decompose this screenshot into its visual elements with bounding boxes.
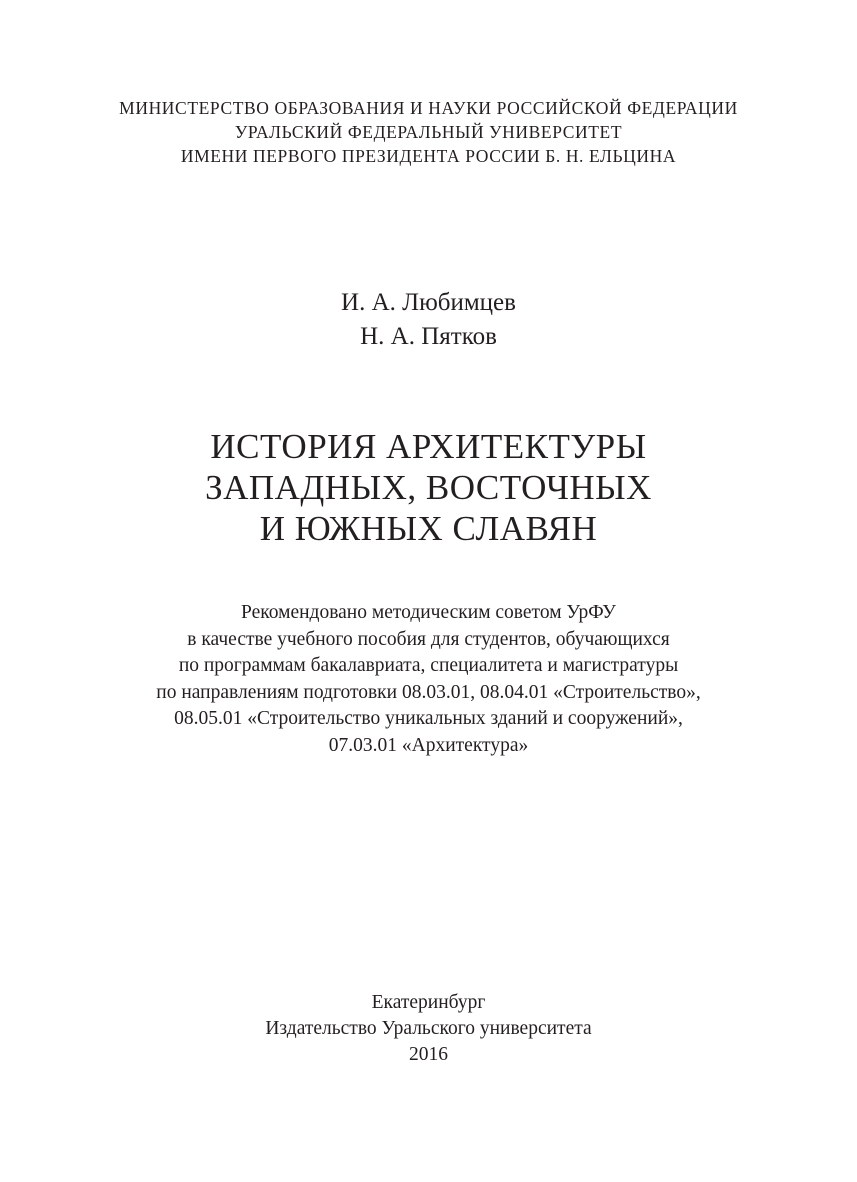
book-title [0, 426, 857, 549]
author-name: Н. А. Пятков [360, 323, 497, 350]
title-line: ИСТОРИЯ АРХИТЕКТУРЫ [210, 427, 647, 466]
institution-header [0, 96, 857, 168]
title-line: И ЮЖНЫХ СЛАВЯН [259, 509, 598, 548]
imprint [0, 990, 857, 1068]
recommendation-line: по направлениям подготовки 08.03.01, 08.04.01 «Строительство», [156, 681, 701, 703]
imprint-publisher: Издательство Уральского университета [265, 1018, 592, 1039]
recommendation-line: Рекомендовано методическим советом УрФУ [241, 602, 616, 623]
recommendation-line: в качестве учебного пособия для студентов, обучающихся [187, 628, 670, 650]
authors [0, 286, 857, 354]
recommendation-line: 07.03.01 «Архитектура» [328, 734, 529, 756]
title-line: ЗАПАДНЫХ, ВОСТОЧНЫХ [205, 468, 652, 507]
imprint-year: 2016 [409, 1044, 448, 1065]
university-line: УРАЛЬСКИЙ ФЕДЕРАЛЬНЫЙ УНИВЕРСИТЕТ [234, 122, 623, 142]
recommendation-line: по программам бакалавриата, специалитета и магистратуры [178, 655, 679, 677]
author-name: И. А. Любимцев [341, 289, 516, 316]
ministry-line: МИНИСТЕРСТВО ОБРАЗОВАНИЯ И НАУКИ РОССИЙСКОЙ ФЕДЕРАЦИИ [119, 98, 738, 118]
recommendation-line: 08.05.01 «Строительство уникальных зданий и сооружений», [174, 708, 683, 730]
recommendation-note [0, 600, 857, 760]
university-name-line: ИМЕНИ ПЕРВОГО ПРЕЗИДЕНТА РОССИИ Б. Н. ЕЛЬЦИНА [180, 146, 677, 166]
imprint-city: Екатеринбург [371, 992, 486, 1013]
